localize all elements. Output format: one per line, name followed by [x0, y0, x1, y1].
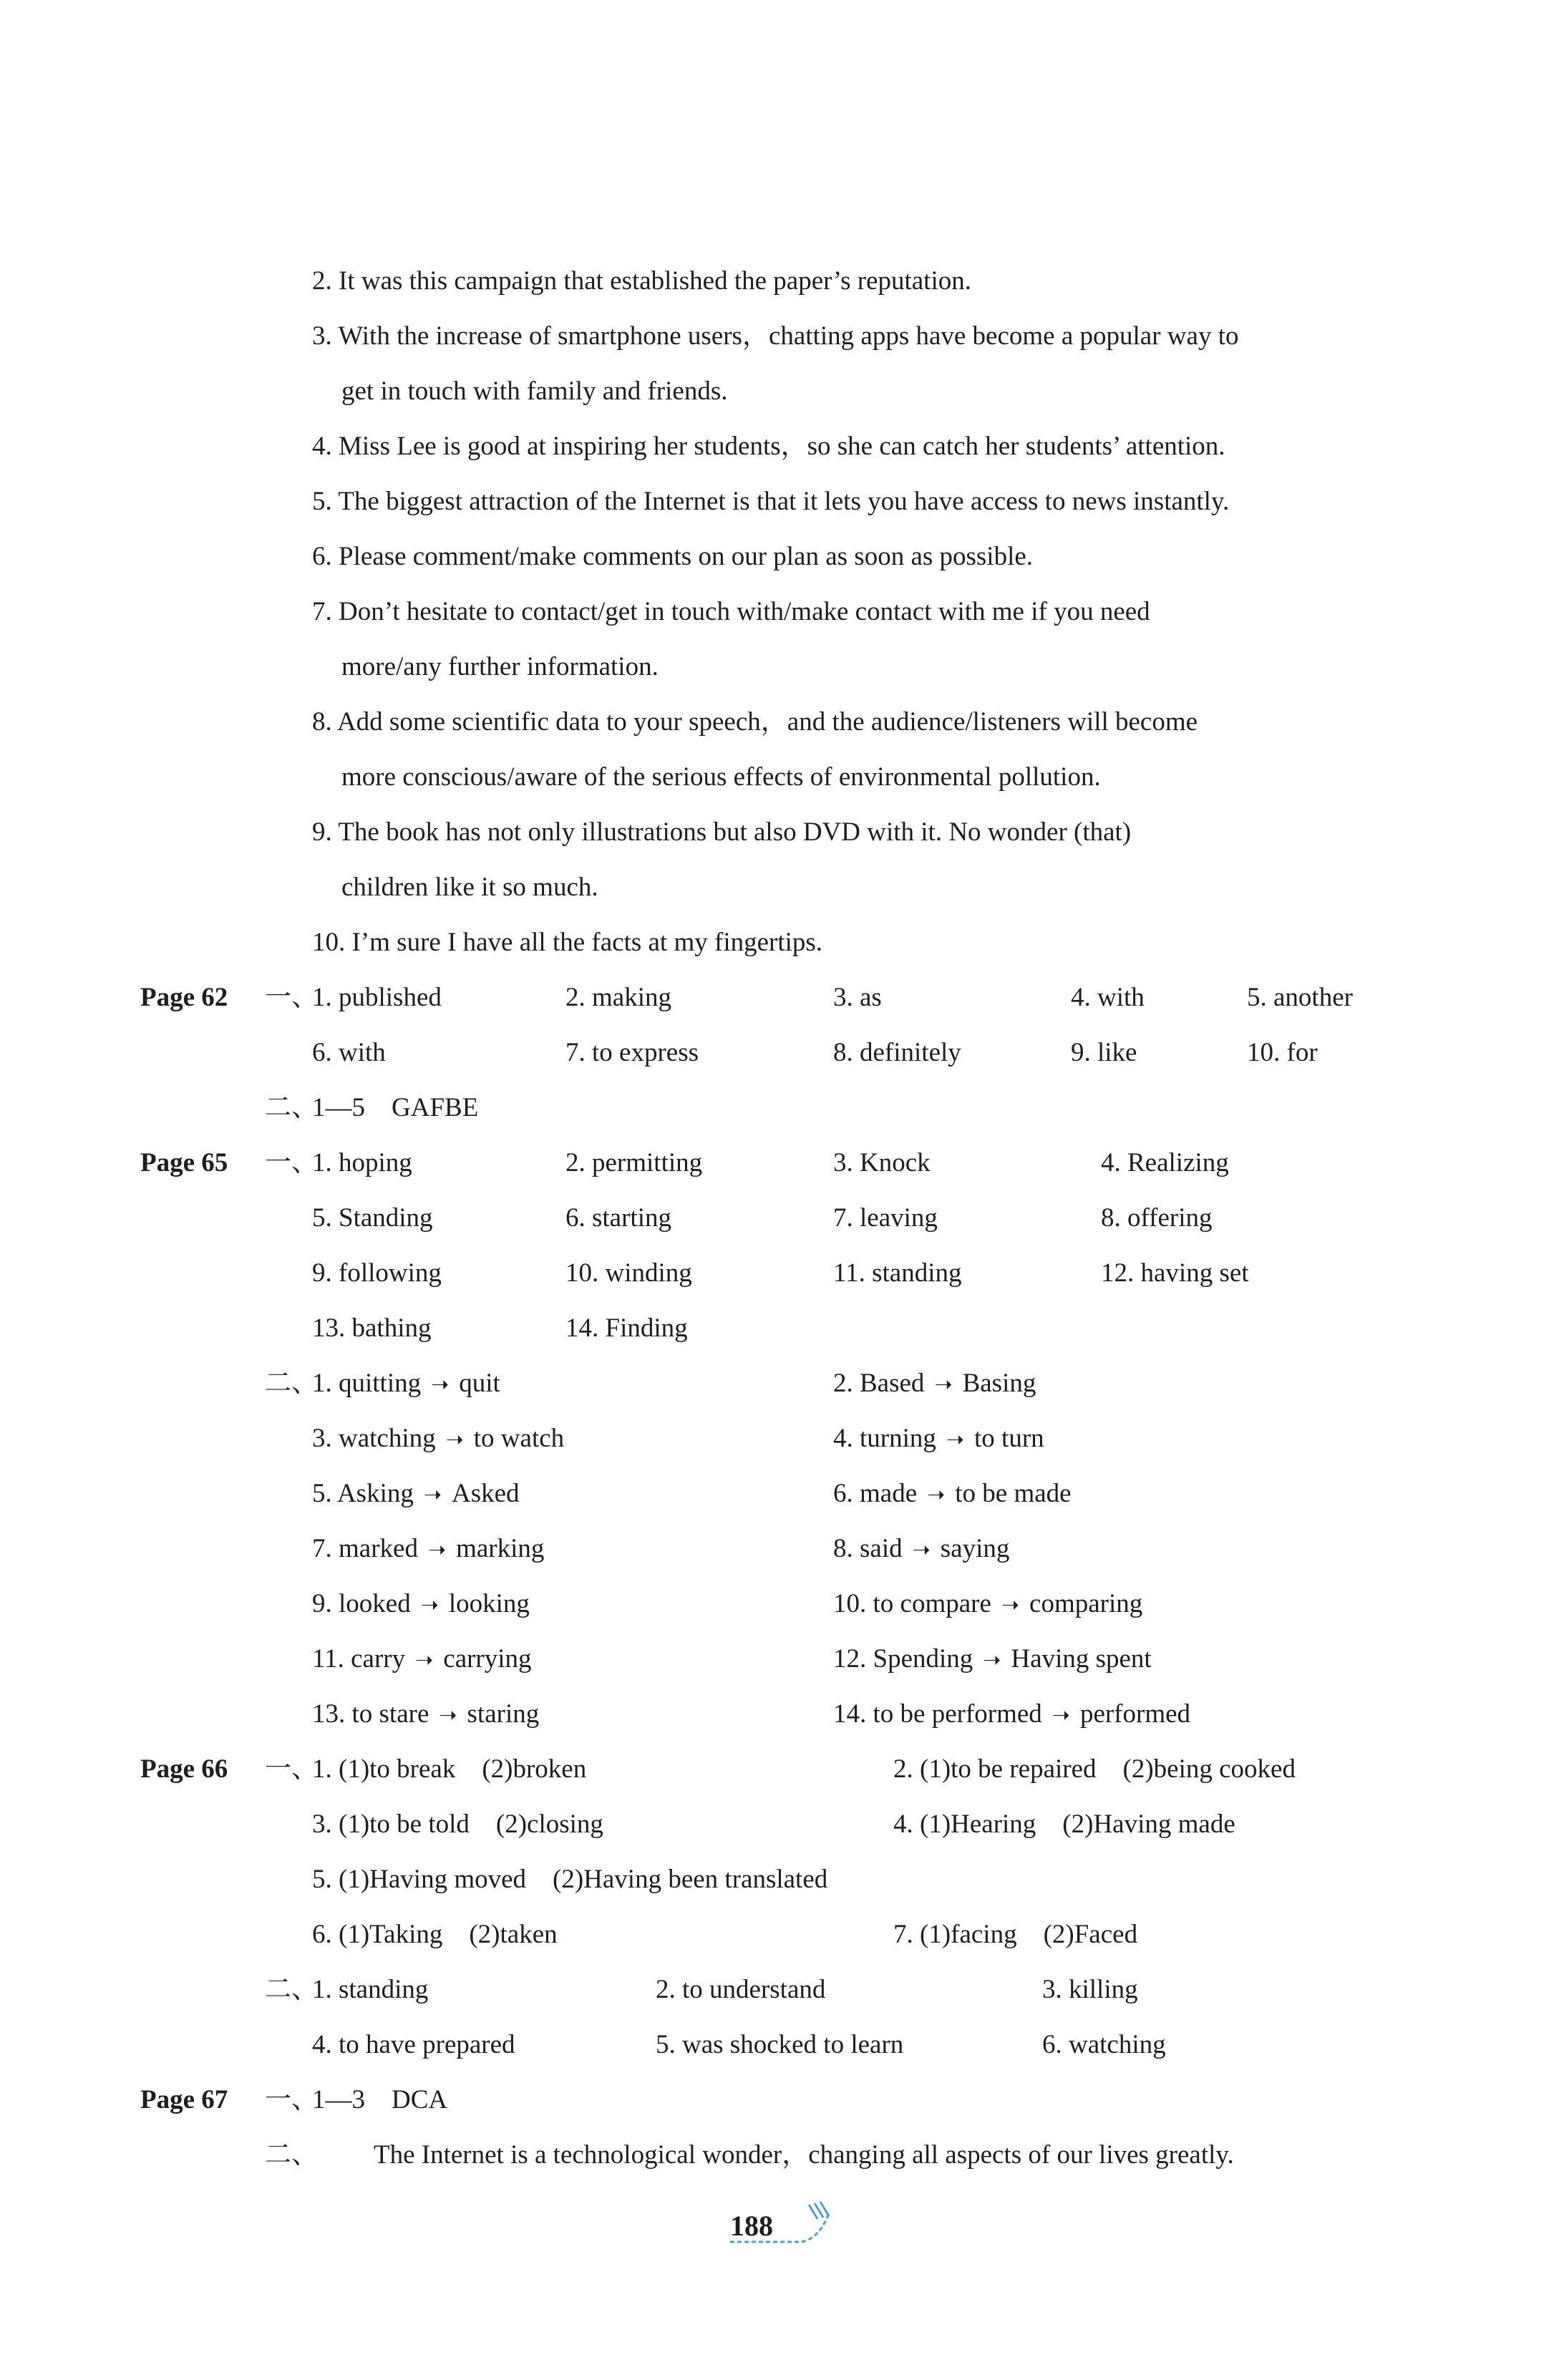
part-marker: 一、 — [265, 1148, 318, 1177]
correction-item — [312, 1646, 532, 1672]
correction-item — [312, 1480, 520, 1507]
answer-item: 6. watching — [1042, 2030, 1166, 2059]
answer-item: 5. (1)Having moved (2)Having been translated — [312, 1865, 828, 1894]
part-marker: 二、 — [265, 1975, 318, 2004]
arrow-right-icon: ➝ — [420, 1593, 439, 1618]
page-label: Page 66 — [140, 1754, 228, 1784]
correction-from: 11. carry — [312, 1644, 406, 1674]
answer-line: 3. With the increase of smartphone users，chatting apps have become a popular way to — [312, 321, 1239, 351]
arrow-right-icon: ➝ — [445, 1427, 464, 1452]
answer-line: more/any further information. — [341, 652, 659, 681]
correction-item — [833, 1480, 1072, 1507]
correction-from: 9. looked — [312, 1589, 411, 1618]
correction-to: performed — [1079, 1699, 1191, 1729]
correction-from: 10. to compare — [833, 1589, 991, 1618]
correction-from: 1. quitting — [312, 1369, 422, 1398]
answer-item: 1. hoping — [312, 1148, 412, 1177]
arrow-right-icon: ➝ — [415, 1648, 434, 1673]
correction-item — [833, 1370, 1036, 1397]
correction-to: Basing — [962, 1369, 1036, 1398]
answer-item: 10. for — [1247, 1038, 1318, 1067]
answer-line: 10. I’m sure I have all the facts at my fingertips. — [312, 928, 823, 957]
answer-item: 8. definitely — [833, 1038, 961, 1067]
page-label: Page 62 — [140, 983, 228, 1012]
answer-line: 6. Please comment/make comments on our plan as soon as possible. — [312, 542, 1034, 571]
correction-to: to turn — [974, 1424, 1044, 1453]
correction-to: saying — [940, 1534, 1010, 1563]
answer-item: 10. winding — [565, 1258, 692, 1288]
correction-from: 5. Asking — [312, 1479, 414, 1508]
answer-line: 9. The book has not only illustrations but also DVD with it. No wonder (that) — [312, 817, 1132, 847]
answer-item: 3. Knock — [833, 1148, 931, 1177]
correction-from: 8. said — [833, 1534, 903, 1563]
answer-line: 2. It was this campaign that established the paper’s reputation. — [312, 266, 971, 296]
answer-item: 7. (1)facing (2)Faced — [893, 1920, 1138, 1949]
footer-swoosh-icon — [723, 2199, 837, 2249]
page-number: 188 — [730, 2210, 773, 2242]
correction-from: 7. marked — [312, 1534, 418, 1563]
correction-item — [312, 1701, 539, 1727]
correction-item — [312, 1590, 530, 1617]
answer-item: 6. (1)Taking (2)taken — [312, 1920, 558, 1949]
answer-item: 6. starting — [565, 1203, 671, 1233]
correction-from: 14. to be performed — [833, 1699, 1042, 1729]
answer-item: 13. bathing — [312, 1313, 432, 1343]
correction-to: carrying — [443, 1644, 532, 1674]
part-marker: 二、 — [265, 1093, 318, 1122]
correction-to: looking — [448, 1589, 530, 1618]
answer-item: 7. leaving — [833, 1203, 938, 1233]
answer-item: 11. standing — [833, 1258, 962, 1288]
correction-item — [312, 1425, 564, 1452]
part-marker: 一、 — [265, 2085, 318, 2114]
answer-item: 3. as — [833, 983, 882, 1012]
answer-item: 3. (1)to be told (2)closing — [312, 1810, 603, 1839]
correction-to: Asked — [452, 1479, 520, 1508]
correction-item — [833, 1535, 1009, 1562]
correction-item — [833, 1425, 1044, 1452]
answer-line: get in touch with family and friends. — [341, 377, 728, 406]
correction-item — [833, 1646, 1152, 1672]
arrow-right-icon: ➝ — [427, 1538, 447, 1563]
arrow-right-icon: ➝ — [912, 1538, 931, 1563]
page-label: Page 67 — [140, 2085, 228, 2114]
correction-from: 12. Spending — [833, 1644, 973, 1674]
answer-line: 8. Add some scientific data to your speech，and the audience/listeners will become — [312, 707, 1198, 737]
correction-item — [312, 1370, 500, 1397]
part-marker: 二、 — [265, 2140, 318, 2170]
answer-item: 12. having set — [1101, 1258, 1249, 1288]
correction-from: 2. Based — [833, 1369, 925, 1398]
answer-item: 9. like — [1071, 1038, 1137, 1067]
correction-from: 3. watching — [312, 1424, 436, 1453]
correction-to: comparing — [1029, 1589, 1143, 1618]
correction-to: to be made — [955, 1479, 1072, 1508]
correction-to: staring — [467, 1699, 540, 1729]
correction-item — [312, 1535, 544, 1562]
arrow-right-icon: ➝ — [946, 1427, 965, 1452]
arrow-right-icon: ➝ — [927, 1482, 946, 1507]
answer-line: 7. Don’t hesitate to contact/get in touch with/make contact with me if you need — [312, 597, 1150, 626]
answer-item: 8. offering — [1101, 1203, 1213, 1233]
answer-item: 2. (1)to be repaired (2)being cooked — [893, 1754, 1296, 1784]
answer-item: 3. killing — [1042, 1975, 1138, 2004]
answer-line: 5. The biggest attraction of the Internet is that it lets you have access to news instantly. — [312, 487, 1230, 516]
answer-item: 1—3 DCA — [312, 2085, 448, 2114]
answer-item: 9. following — [312, 1258, 442, 1288]
correction-item — [833, 1701, 1190, 1727]
correction-from: 4. turning — [833, 1424, 936, 1453]
answer-item: 1—5 GAFBE — [312, 1093, 479, 1122]
answer-item: 6. with — [312, 1038, 386, 1067]
correction-item — [833, 1590, 1142, 1617]
answer-item: 5. Standing — [312, 1203, 433, 1233]
answer-item: 1. standing — [312, 1975, 429, 2004]
answer-item: 1. published — [312, 983, 442, 1012]
part-marker: 一、 — [265, 1754, 318, 1784]
answer-line: children like it so much. — [341, 873, 598, 902]
correction-to: quit — [459, 1369, 500, 1398]
part-marker: 二、 — [265, 1369, 318, 1398]
correction-from: 6. made — [833, 1479, 918, 1508]
correction-from: 13. to stare — [312, 1699, 429, 1729]
answer-item: 4. Realizing — [1101, 1148, 1229, 1177]
page-label: Page 65 — [140, 1148, 228, 1177]
answer-item: 7. to express — [565, 1038, 699, 1067]
answer-line: 4. Miss Lee is good at inspiring her students，so she can catch her students’ attention. — [312, 432, 1225, 461]
arrow-right-icon: ➝ — [983, 1648, 1001, 1673]
answer-item: 4. with — [1071, 983, 1145, 1012]
arrow-right-icon: ➝ — [1052, 1703, 1070, 1728]
answer-line: more conscious/aware of the serious effects of environmental pollution. — [341, 762, 1101, 792]
correction-to: marking — [456, 1534, 545, 1563]
arrow-right-icon: ➝ — [1001, 1593, 1020, 1618]
correction-to: to watch — [473, 1424, 565, 1453]
answer-item: 4. (1)Hearing (2)Having made — [893, 1810, 1235, 1839]
answer-item: 5. was shocked to learn — [656, 2030, 904, 2059]
part-marker: 一、 — [265, 983, 318, 1012]
answer-item: 1. (1)to break (2)broken — [312, 1754, 587, 1784]
answer-item: 2. permitting — [565, 1148, 703, 1177]
correction-to: Having spent — [1011, 1644, 1152, 1674]
answer-item: 5. another — [1247, 983, 1353, 1012]
arrow-right-icon: ➝ — [431, 1372, 450, 1397]
answer-item: The Internet is a technological wonder，changing all aspects of our lives greatly. — [374, 2140, 1234, 2170]
answer-item: 2. to understand — [656, 1975, 826, 2004]
answer-item: 14. Finding — [565, 1313, 688, 1343]
arrow-right-icon: ➝ — [439, 1703, 457, 1728]
answer-item: 2. making — [565, 983, 671, 1012]
arrow-right-icon: ➝ — [423, 1482, 442, 1507]
arrow-right-icon: ➝ — [934, 1372, 953, 1397]
answer-item: 4. to have prepared — [312, 2030, 515, 2059]
